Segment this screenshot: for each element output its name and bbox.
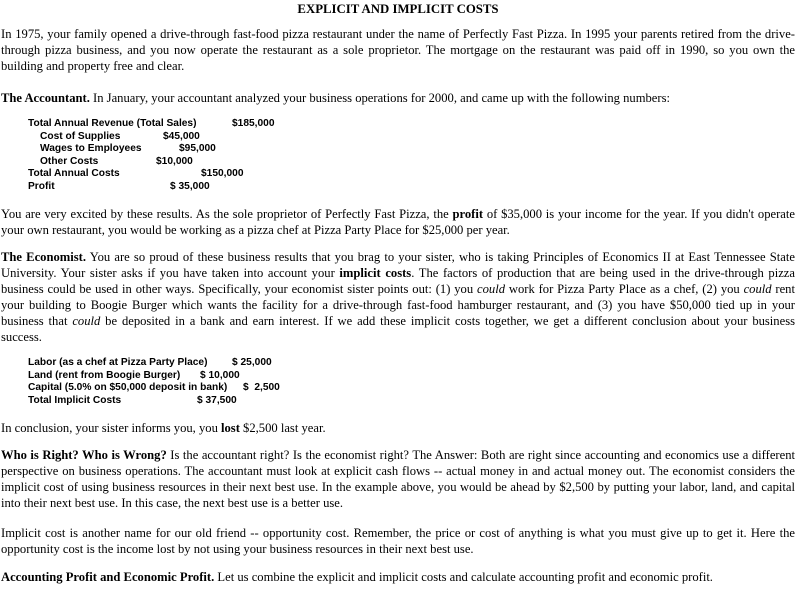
implicit-table-value: $ 10,000 <box>200 369 240 381</box>
economist-text-4: rent your building to Boogie Burger which wants the facility for a drive-through fast-food hamburger restaurant, and (3) you have $50,000 tied up in your business that <box>1 282 795 328</box>
economist-text-2: . The factors of production that are being used in the drive-through pizza business could be used in other ways. Specifically, your economist sister points out: (1) you <box>1 266 795 296</box>
profit-section-heading: Accounting Profit and Economic Profit. <box>1 570 215 584</box>
accounting-table-value: $185,000 <box>232 118 275 129</box>
intro-paragraph: In 1975, your family opened a drive-through fast-food pizza restaurant under the name of Perfectly Fast Pizza. In 1995 your parents retired from the drive-through pizza business, and you now operate the restaurant as a sole proprietor. The mortgage on the restaurant was paid off in 1990, so you own the building and property free and clear. <box>1 27 795 73</box>
accountant-text: In January, your accountant analyzed your business operations for 2000, and came up with the following numbers: <box>89 91 670 105</box>
economist-heading: The Economist. <box>1 250 87 264</box>
economist-paragraph <box>1 249 795 345</box>
economist-text-3: work for Pizza Party Place as a chef, (2) you <box>505 282 744 296</box>
accountant-heading: The Accountant. <box>1 91 90 105</box>
implicit-table-label: Capital (5.0% on $50,000 deposit in bank) <box>28 382 228 394</box>
accounting-table-label: Profit <box>28 180 55 192</box>
excited-text-pre: You are very excited by these results. As the sole proprietor of Perfectly Fast Pizza, the <box>1 207 453 221</box>
implicit-table-label: Land (rent from Boogie Burger) <box>28 369 181 381</box>
accounting-table-value: $ 35,000 <box>170 180 210 192</box>
accounting-table-label: Wages to Employees <box>40 143 142 155</box>
could-emphasis-2: could <box>743 282 772 296</box>
implicit-table-label: Total Implicit Costs <box>28 394 122 406</box>
implicit-table-label: Labor (as a chef at Pizza Party Place) <box>28 357 208 368</box>
profit-term: profit <box>452 207 484 221</box>
conclusion-text-pre: In conclusion, your sister informs you, you <box>1 421 222 435</box>
accounting-table-label: Other Costs <box>40 155 99 167</box>
could-emphasis-1: could <box>477 282 505 296</box>
excited-text-post: of $35,000 is your income for the year. If you didn't operate your own restaurant, you would be working as a pizza chef at Pizza Party Place for $25,000 per year. <box>1 207 795 237</box>
page-title: EXPLICIT AND IMPLICIT COSTS <box>297 2 499 16</box>
accounting-table-value: $10,000 <box>156 155 193 167</box>
opportunity-cost-paragraph: Implicit cost is another name for our old friend -- opportunity cost. Remember, the price or cost of anything is what you must give up to get it. Here the opportunity cost is the income lost by not using your business resources in their next best use. <box>1 526 795 556</box>
could-emphasis-3: could <box>72 314 101 328</box>
implicit-table-value: $ 25,000 <box>232 357 272 368</box>
accounting-table-label: Total Annual Costs <box>28 168 120 180</box>
implicit-table-value: $ 2,500 <box>243 382 280 394</box>
who-is-right-heading: Who is Right? Who is Wrong? <box>1 448 167 462</box>
profit-section-text: Let us combine the explicit and implicit costs and calculate accounting profit and economic profit. <box>214 570 713 584</box>
accounting-table-label: Total Annual Revenue (Total Sales) <box>28 118 197 129</box>
accountant-paragraph <box>1 90 795 106</box>
economist-text-5: be deposited in a bank and earn interest. If we add these implicit costs together, we get a different conclusion about your business success. <box>1 314 795 344</box>
who-is-right-text: Is the accountant right? Is the economist right? The Answer: Both are right since accounting and economics use a different perspective on business operations. The accountant must look at explicit cash flows -- actual money in and actual money out. The economist considers the implicit cost of using business resources in their next best use. In the example above, you would be ahead by $2,500 by putting your labor, land, and capital into their next best use. In this case, the next best use is a better use. <box>1 448 795 510</box>
profit-section-paragraph <box>1 569 795 585</box>
conclusion-paragraph <box>1 420 795 436</box>
conclusion-text-post: $2,500 last year. <box>239 421 326 435</box>
accounting-table-value: $150,000 <box>201 168 244 180</box>
economist-text-1: You are so proud of these business results that you brag to your sister, who is taking Principles of Economics II at East Tennessee State University. Your sister asks if you have taken into account your <box>1 250 795 280</box>
implicit-table-value: $ 37,500 <box>197 394 237 406</box>
accounting-table-value: $95,000 <box>179 143 216 155</box>
lost-term: lost <box>221 421 240 435</box>
accounting-table-value: $45,000 <box>163 130 200 142</box>
who-is-right-paragraph <box>1 447 795 511</box>
accounting-table-label: Cost of Supplies <box>40 130 121 142</box>
implicit-costs-term: implicit costs <box>339 266 412 280</box>
excited-paragraph <box>1 206 795 238</box>
